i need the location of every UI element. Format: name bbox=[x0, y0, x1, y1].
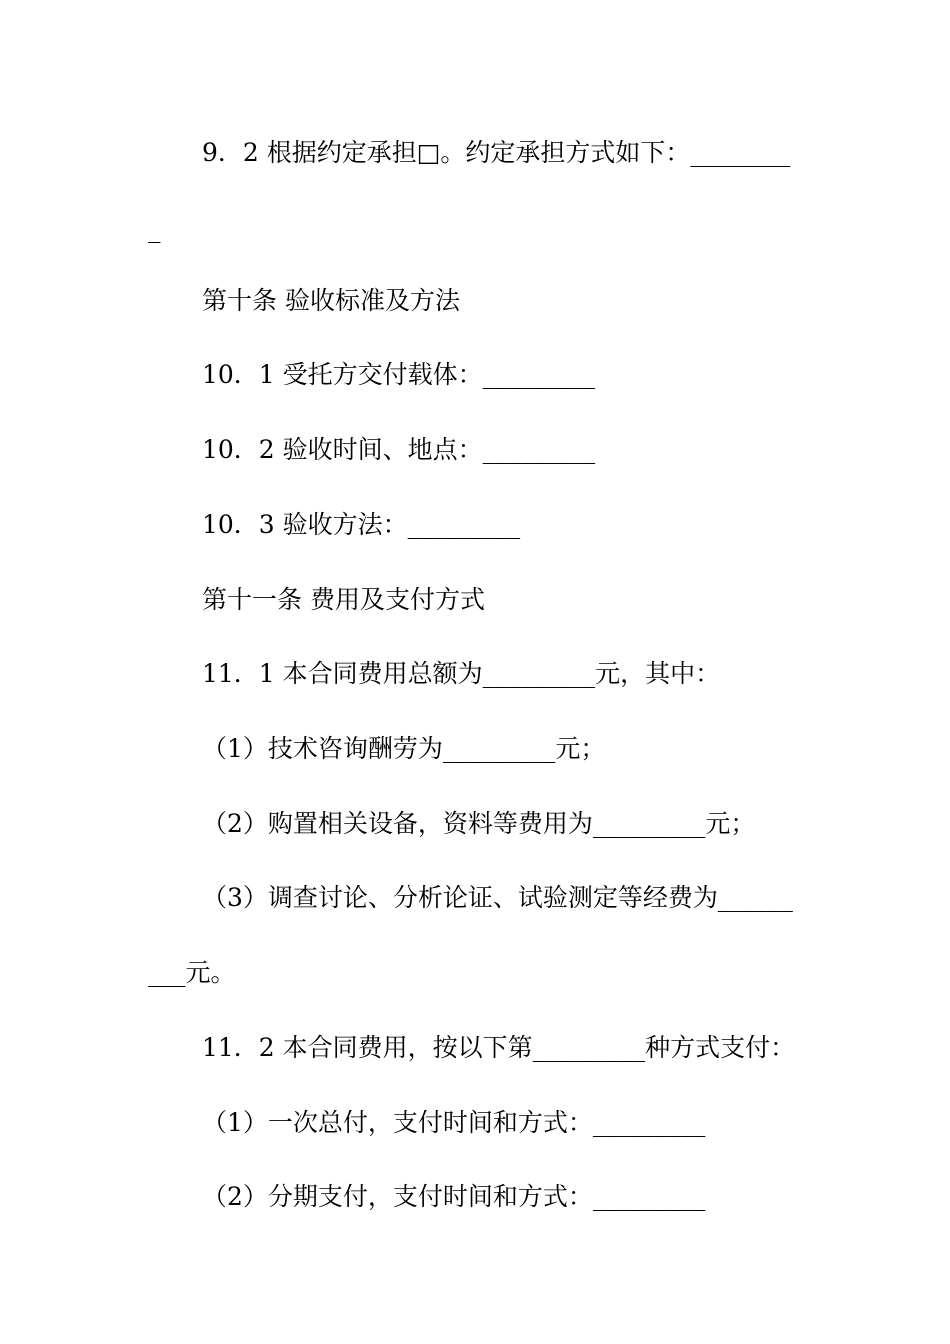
clause-11-1-item-3-line-1: （3）调查讨论、分析论证、试验测定等经费为______ bbox=[202, 883, 793, 912]
clause-11-2-item-2: （2）分期支付，支付时间和方式：_________ bbox=[202, 1182, 706, 1211]
clause-11-2-item-1: （1）一次总付，支付时间和方式：_________ bbox=[202, 1108, 706, 1137]
clause-11-1-item-3-line-2: ___元。 bbox=[148, 958, 236, 987]
clause-9-2-line-2: _ bbox=[148, 214, 161, 243]
article-11-heading: 第十一条 费用及支付方式 bbox=[202, 585, 485, 614]
clause-11-1-item-1: （1）技术咨询酬劳为_________元； bbox=[202, 734, 606, 763]
clause-10-3: 10．3 验收方法：_________ bbox=[202, 510, 521, 539]
clause-11-1-item-2: （2）购置相关设备，资料等费用为_________元； bbox=[202, 809, 756, 838]
article-10-heading: 第十条 验收标准及方法 bbox=[202, 286, 460, 315]
clause-11-1: 11．1 本合同费用总额为_________元，其中： bbox=[202, 659, 721, 688]
clause-10-2: 10．2 验收时间、地点：_________ bbox=[202, 435, 596, 464]
clause-10-1: 10．1 受托方交付载体：_________ bbox=[202, 360, 596, 389]
clause-11-2: 11．2 本合同费用，按以下第_________种方式支付： bbox=[202, 1033, 796, 1062]
clause-9-2-line-1: 9．2 根据约定承担□。约定承担方式如下：________ bbox=[202, 138, 791, 167]
